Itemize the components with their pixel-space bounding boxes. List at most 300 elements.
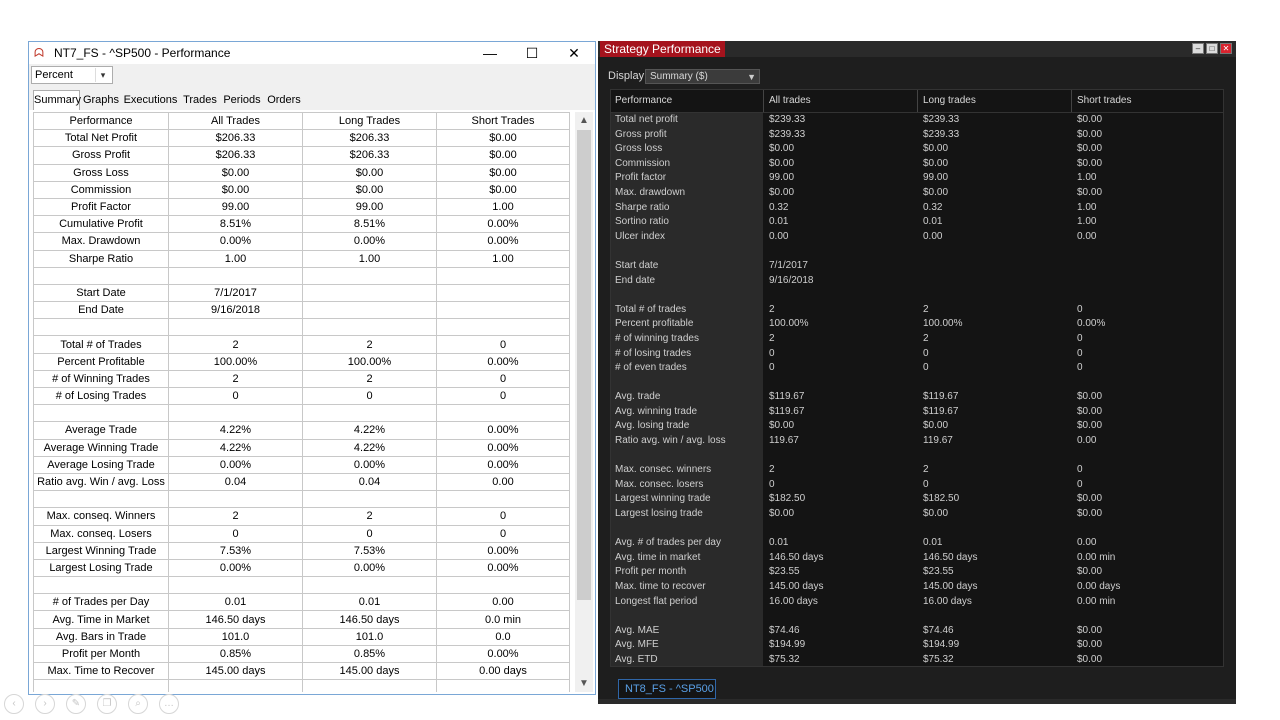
table-row[interactable]: [611, 565, 1223, 580]
table-cell: [437, 491, 570, 508]
scroll-down-icon[interactable]: ▼: [579, 678, 589, 689]
column-header[interactable]: Short Trades: [437, 113, 570, 130]
tab-nt8-sp500[interactable]: NT8_FS - ^SP500: [618, 679, 716, 699]
table-cell: [303, 680, 437, 692]
row-label: Commission: [34, 181, 169, 198]
table-cell: [437, 680, 570, 692]
table-row[interactable]: [34, 422, 570, 439]
table-cell: 0.00%: [303, 559, 437, 576]
tab-summary[interactable]: Summary: [33, 90, 80, 110]
table-row[interactable]: [611, 653, 1223, 668]
table-cell: 0.01: [303, 594, 437, 611]
row-label: Ratio avg. win / avg. loss: [615, 435, 726, 447]
table-row[interactable]: [34, 491, 570, 508]
table-cell: 0.00: [923, 230, 943, 242]
table-row[interactable]: [34, 680, 570, 692]
table-cell: 9/16/2018: [769, 274, 814, 286]
table-row[interactable]: [34, 645, 570, 662]
table-cell: 16.00 days: [769, 595, 818, 607]
table-row[interactable]: [611, 478, 1223, 493]
tab-graphs[interactable]: Graphs: [82, 94, 120, 106]
table-row[interactable]: [34, 456, 570, 473]
row-label: Largest Winning Trade: [34, 542, 169, 559]
table-cell: $0.00: [1077, 566, 1103, 578]
table-cell: [303, 302, 437, 319]
table-cell: $0.00: [923, 508, 949, 520]
table-row[interactable]: [34, 594, 570, 611]
table-cell: 0: [769, 362, 775, 374]
row-label: Max. Drawdown: [34, 233, 169, 250]
table-cell: $0.00: [169, 164, 303, 181]
more-icon[interactable]: …: [159, 694, 179, 714]
row-label: Profit per month: [615, 566, 687, 578]
table-cell: $182.50: [923, 493, 960, 505]
table-cell: $194.99: [769, 639, 806, 651]
table-cell: $0.00: [1077, 508, 1103, 520]
row-label: Gross loss: [615, 143, 663, 155]
table-cell: [437, 267, 570, 284]
table-cell: 2: [169, 508, 303, 525]
table-row[interactable]: [611, 215, 1223, 230]
row-label: Longest flat period: [615, 595, 698, 607]
table-cell: 146.50 days: [923, 551, 978, 563]
table-cell: 0: [437, 336, 570, 353]
table-row[interactable]: [34, 181, 570, 198]
table-row[interactable]: [611, 595, 1223, 610]
table-cell: 0.85%: [303, 645, 437, 662]
table-cell: 8.51%: [169, 216, 303, 233]
row-label: Total net profit: [615, 114, 678, 125]
table-cell: 2: [169, 336, 303, 353]
table-cell: 0: [923, 347, 929, 359]
table-row[interactable]: [34, 147, 570, 164]
table-cell: 4.22%: [169, 422, 303, 439]
table-row[interactable]: [34, 525, 570, 542]
table-row[interactable]: [611, 624, 1223, 639]
row-label: Max. time to recover: [615, 581, 706, 592]
table-cell: $0.00: [437, 147, 570, 164]
table-cell: 0: [1077, 303, 1083, 315]
tab-orders[interactable]: Orders: [267, 94, 301, 106]
nt7-vertical-scrollbar[interactable]: [575, 112, 593, 692]
table-cell: 146.50 days: [303, 611, 437, 628]
close-icon[interactable]: ✕: [568, 44, 580, 61]
table-cell: 145.00 days: [169, 663, 303, 680]
table-row[interactable]: [611, 186, 1223, 201]
table-row[interactable]: [611, 492, 1223, 507]
table-row[interactable]: [611, 376, 1223, 391]
table-row[interactable]: [34, 353, 570, 370]
row-label: Largest Losing Trade: [34, 559, 169, 576]
table-cell: 0.00%: [169, 233, 303, 250]
row-label: # of Losing Trades: [34, 388, 169, 405]
table-cell: 9/16/2018: [169, 302, 303, 319]
column-header[interactable]: Performance: [34, 113, 169, 130]
table-cell: 0.32: [923, 201, 943, 213]
row-label: Percent Profitable: [34, 353, 169, 370]
maximize-icon[interactable]: □: [1206, 43, 1218, 54]
zoom-icon[interactable]: ⌕: [128, 694, 148, 714]
row-label: [34, 319, 169, 336]
table-row[interactable]: [611, 434, 1223, 449]
table-cell: 0.85%: [169, 645, 303, 662]
table-cell: $23.55: [769, 566, 800, 578]
row-label: Average Winning Trade: [34, 439, 169, 456]
table-cell: $0.00: [1077, 391, 1103, 403]
table-row[interactable]: [611, 390, 1223, 405]
table-cell: 119.67: [923, 435, 953, 447]
nt7-toolbar: [29, 64, 595, 88]
table-row[interactable]: [611, 551, 1223, 566]
table-cell: $0.00: [303, 164, 437, 181]
table-row[interactable]: [611, 259, 1223, 274]
table-row[interactable]: [34, 628, 570, 645]
table-cell: 0.00%: [437, 216, 570, 233]
table-cell: 0: [303, 388, 437, 405]
table-cell: $0.00: [437, 130, 570, 147]
row-label: Ratio avg. Win / avg. Loss: [34, 473, 169, 490]
table-row[interactable]: [34, 405, 570, 422]
forward-icon[interactable]: ›: [35, 694, 55, 714]
table-cell: $0.00: [1077, 624, 1103, 636]
table-cell: 0: [437, 388, 570, 405]
table-cell: 101.0: [169, 628, 303, 645]
table-cell: 0: [437, 525, 570, 542]
table-row[interactable]: [611, 463, 1223, 478]
table-cell: $0.00: [769, 143, 795, 155]
table-cell: $182.50: [769, 493, 806, 505]
table-cell: [303, 405, 437, 422]
table-cell: 0: [769, 478, 775, 490]
table-cell: 0.00%: [169, 559, 303, 576]
table-row[interactable]: [34, 577, 570, 594]
table-cell: 0: [1077, 464, 1083, 476]
table-row[interactable]: [34, 611, 570, 628]
table-row[interactable]: [611, 317, 1223, 332]
table-cell: $0.00: [1077, 186, 1103, 198]
table-cell: $0.00: [1077, 493, 1103, 505]
table-cell: 0.0 min: [437, 611, 570, 628]
copy-icon[interactable]: ❐: [97, 694, 117, 714]
row-label: Start Date: [34, 284, 169, 301]
table-cell: $239.33: [769, 114, 806, 125]
row-label: Profit factor: [615, 172, 667, 184]
table-cell: 0.00%: [437, 422, 570, 439]
table-cell: 0.00%: [303, 233, 437, 250]
table-row[interactable]: [34, 559, 570, 576]
table-row[interactable]: [611, 522, 1223, 537]
table-cell: $0.00: [1077, 114, 1103, 125]
nt8-statusbar: [598, 699, 1236, 704]
table-cell: $119.67: [769, 405, 805, 417]
table-cell: 2: [769, 332, 775, 344]
row-label: Avg. time in market: [615, 551, 701, 563]
row-label: Total Net Profit: [34, 130, 169, 147]
table-row[interactable]: [34, 267, 570, 284]
column-header[interactable]: Long Trades: [303, 113, 437, 130]
table-row[interactable]: [611, 609, 1223, 624]
table-cell: [169, 267, 303, 284]
table-cell: $0.00: [1077, 128, 1103, 140]
table-row[interactable]: [34, 216, 570, 233]
table-cell: 0.00: [437, 594, 570, 611]
table-cell: $119.67: [769, 391, 805, 403]
table-row[interactable]: [611, 361, 1223, 376]
table-row[interactable]: [611, 449, 1223, 464]
row-label: Avg. MAE: [615, 624, 660, 636]
table-cell: [303, 577, 437, 594]
table-row[interactable]: [611, 157, 1223, 172]
table-cell: 2: [169, 370, 303, 387]
row-label: Start date: [615, 259, 659, 271]
scrollbar-thumb[interactable]: [577, 130, 591, 600]
table-cell: 0.04: [303, 473, 437, 490]
back-icon[interactable]: ‹: [4, 694, 24, 714]
table-cell: $0.00: [923, 420, 949, 432]
table-cell: $0.00: [1077, 143, 1103, 155]
table-row[interactable]: [34, 233, 570, 250]
table-cell: 100.00%: [169, 353, 303, 370]
table-row[interactable]: [611, 405, 1223, 420]
table-cell: 4.22%: [169, 439, 303, 456]
table-cell: 0: [437, 370, 570, 387]
row-label: Commission: [615, 157, 671, 169]
row-label: Largest losing trade: [615, 508, 703, 520]
display-mode-value: Percent: [35, 69, 73, 81]
table-cell: 7/1/2017: [769, 259, 808, 271]
table-cell: $23.55: [923, 566, 954, 578]
table-cell: $119.67: [923, 391, 959, 403]
table-cell: 0.01: [769, 537, 789, 549]
table-row[interactable]: [611, 142, 1223, 157]
table-cell: 0: [1077, 478, 1083, 490]
table-row[interactable]: [611, 244, 1223, 259]
table-cell: $74.46: [923, 624, 954, 636]
table-row[interactable]: [34, 542, 570, 559]
close-icon[interactable]: ✕: [1220, 43, 1232, 54]
table-header-row: [34, 113, 570, 130]
table-cell: 8.51%: [303, 216, 437, 233]
nt8-strategy-performance-window: [598, 41, 1236, 704]
table-row[interactable]: [34, 473, 570, 490]
table-row[interactable]: [34, 508, 570, 525]
table-row[interactable]: [611, 274, 1223, 289]
table-cell: 0.00: [769, 230, 789, 242]
table-row[interactable]: [611, 638, 1223, 653]
row-label: Largest winning trade: [615, 493, 711, 505]
table-cell: [169, 405, 303, 422]
table-cell: 0: [769, 347, 775, 359]
table-cell: 2: [769, 464, 775, 476]
table-cell: 1.00: [303, 250, 437, 267]
table-cell: 0.01: [169, 594, 303, 611]
table-cell: 100.00%: [923, 318, 963, 330]
table-cell: 0.00%: [437, 439, 570, 456]
table-row[interactable]: [34, 663, 570, 680]
table-cell: 0: [169, 388, 303, 405]
table-cell: $0.00: [437, 164, 570, 181]
tab-trades[interactable]: Trades: [183, 94, 217, 106]
table-cell: 2: [769, 303, 775, 315]
table-cell: $206.33: [303, 130, 437, 147]
row-label: # of Winning Trades: [34, 370, 169, 387]
table-cell: 0.00: [437, 473, 570, 490]
table-cell: 0.01: [769, 216, 789, 228]
row-label: # of even trades: [615, 362, 687, 374]
table-row[interactable]: [611, 332, 1223, 347]
table-row[interactable]: [34, 302, 570, 319]
table-row[interactable]: [611, 288, 1223, 303]
scroll-up-icon[interactable]: ▲: [579, 115, 589, 126]
table-cell: [437, 405, 570, 422]
table-row[interactable]: [34, 370, 570, 387]
table-cell: 99.00: [769, 172, 795, 184]
table-cell: 7.53%: [303, 542, 437, 559]
table-row[interactable]: [611, 347, 1223, 362]
row-label: Max. conseq. Losers: [34, 525, 169, 542]
table-cell: $0.00: [1077, 157, 1103, 169]
table-row[interactable]: [34, 164, 570, 181]
column-header[interactable]: Long trades: [923, 95, 976, 106]
table-cell: $206.33: [303, 147, 437, 164]
table-cell: $0.00: [1077, 639, 1103, 651]
table-row[interactable]: [34, 439, 570, 456]
table-cell: 0.00%: [303, 456, 437, 473]
table-row[interactable]: [611, 128, 1223, 143]
table-row[interactable]: [611, 171, 1223, 186]
table-row[interactable]: [611, 303, 1223, 318]
table-cell: 2: [303, 370, 437, 387]
table-cell: 0.00 days: [437, 663, 570, 680]
table-row[interactable]: [34, 319, 570, 336]
table-cell: 146.50 days: [769, 551, 824, 563]
minimize-icon[interactable]: —: [483, 45, 497, 61]
row-label: # of winning trades: [615, 332, 699, 344]
row-label: End date: [615, 274, 656, 286]
row-label: Avg. Time in Market: [34, 611, 169, 628]
table-row[interactable]: [611, 419, 1223, 434]
table-cell: $206.33: [169, 130, 303, 147]
row-label: Avg. MFE: [615, 639, 659, 651]
table-row[interactable]: [34, 336, 570, 353]
table-cell: [303, 267, 437, 284]
table-cell: 99.00: [303, 198, 437, 215]
table-cell: $239.33: [923, 114, 960, 125]
table-cell: [303, 284, 437, 301]
table-row[interactable]: [34, 388, 570, 405]
table-row[interactable]: [611, 230, 1223, 245]
table-row[interactable]: [611, 113, 1223, 128]
row-label: Gross Profit: [34, 147, 169, 164]
table-cell: 119.67: [769, 435, 799, 447]
row-label: Max. drawdown: [615, 186, 686, 198]
table-cell: 1.00: [169, 250, 303, 267]
table-cell: 0.00%: [437, 353, 570, 370]
table-cell: 0: [1077, 362, 1083, 374]
display-label: Display: [608, 70, 645, 82]
nt8-titlebar[interactable]: [598, 41, 1236, 57]
display-select-value: Summary ($): [650, 71, 708, 82]
column-header[interactable]: Performance: [615, 95, 673, 106]
table-row[interactable]: [34, 130, 570, 147]
table-cell: $0.00: [769, 157, 795, 169]
table-cell: 2: [923, 464, 929, 476]
table-row[interactable]: [34, 250, 570, 267]
row-label: Avg. Bars in Trade: [34, 628, 169, 645]
table-cell: [303, 491, 437, 508]
table-cell: 100.00%: [303, 353, 437, 370]
table-cell: 99.00: [923, 172, 949, 184]
row-label: Sortino ratio: [615, 216, 669, 228]
table-cell: 0.00 days: [1077, 581, 1121, 592]
column-divider: [1071, 90, 1072, 112]
row-label: Avg. losing trade: [615, 420, 690, 432]
table-cell: 1.00: [1077, 216, 1097, 228]
row-label: [34, 577, 169, 594]
nt8-window-title: Strategy Performance: [600, 41, 725, 57]
table-cell: 145.00 days: [923, 581, 978, 592]
row-label: [34, 405, 169, 422]
table-cell: 0: [923, 478, 929, 490]
ninjatrader-icon: ᗣ: [34, 45, 44, 60]
column-header[interactable]: Short trades: [1077, 95, 1132, 106]
table-cell: 1.00: [1077, 172, 1097, 184]
table-row[interactable]: [611, 201, 1223, 216]
table-cell: $0.00: [769, 508, 795, 520]
display-mode-select[interactable]: [31, 66, 113, 84]
column-header[interactable]: All Trades: [169, 113, 303, 130]
row-label: End Date: [34, 302, 169, 319]
table-cell: 0.00%: [437, 542, 570, 559]
table-cell: 1.00: [437, 250, 570, 267]
row-label: Percent profitable: [615, 318, 694, 330]
row-label: Gross profit: [615, 128, 667, 140]
table-cell: [303, 319, 437, 336]
table-cell: $0.00: [303, 181, 437, 198]
table-cell: 2: [303, 336, 437, 353]
table-cell: 2: [923, 332, 929, 344]
table-cell: 145.00 days: [769, 581, 824, 592]
table-cell: 7.53%: [169, 542, 303, 559]
row-label: Average Losing Trade: [34, 456, 169, 473]
table-cell: $0.00: [1077, 405, 1103, 417]
row-label: Sharpe Ratio: [34, 250, 169, 267]
nt7-summary-grid[interactable]: [33, 112, 575, 692]
tab-periods[interactable]: Periods: [223, 94, 261, 106]
display-select[interactable]: [645, 69, 760, 84]
column-header[interactable]: All trades: [769, 95, 811, 106]
nt7-titlebar[interactable]: [29, 42, 595, 64]
table-cell: 0.00: [1077, 537, 1097, 549]
table-row[interactable]: [611, 580, 1223, 595]
tab-executions[interactable]: Executions: [123, 94, 178, 106]
table-row[interactable]: [611, 536, 1223, 551]
maximize-icon[interactable]: ☐: [525, 44, 539, 61]
table-row[interactable]: [34, 284, 570, 301]
pen-icon[interactable]: ✎: [66, 694, 86, 714]
minimize-icon[interactable]: –: [1192, 43, 1204, 54]
row-label: Max. Time to Recover: [34, 663, 169, 680]
table-cell: $239.33: [769, 128, 806, 140]
table-row[interactable]: [611, 507, 1223, 522]
table-cell: [437, 284, 570, 301]
table-cell: [169, 680, 303, 692]
nt8-summary-grid[interactable]: [610, 89, 1224, 667]
table-row[interactable]: [34, 198, 570, 215]
table-cell: 0.00%: [437, 559, 570, 576]
row-label: Max. conseq. Winners: [34, 508, 169, 525]
table-cell: $119.67: [923, 405, 959, 417]
